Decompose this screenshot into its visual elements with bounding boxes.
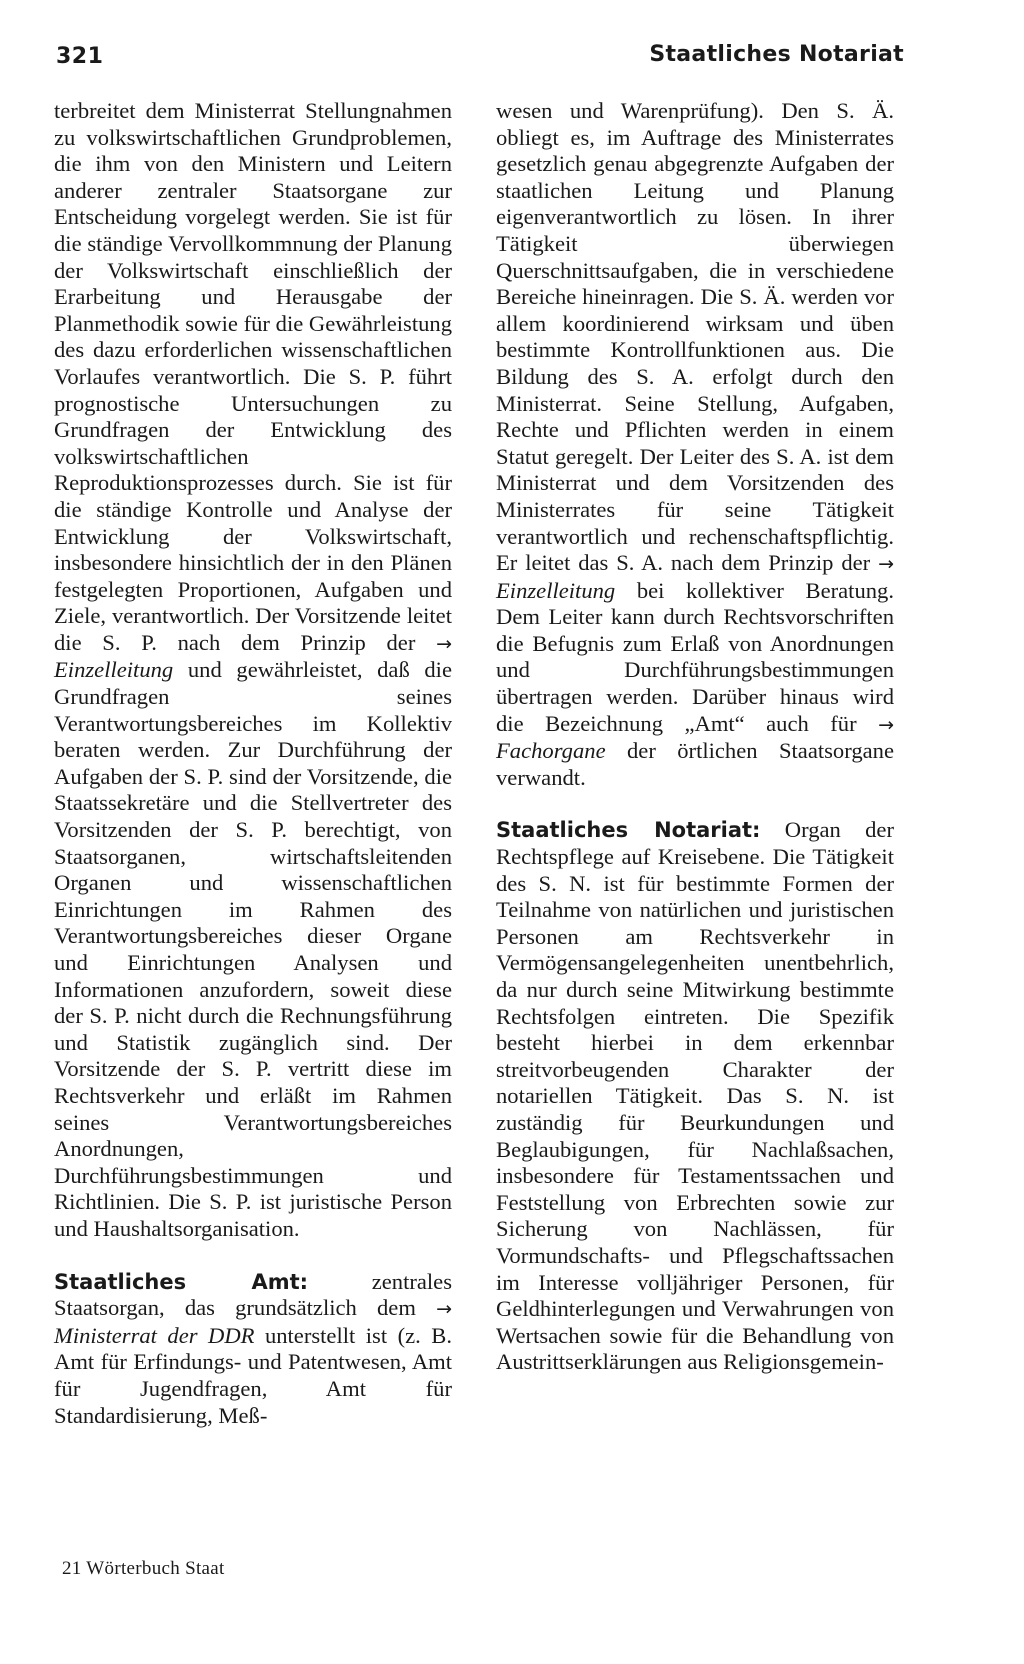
left-column [54, 98, 452, 1429]
paragraph-text: der örtlichen Staatsorgane verwandt. [496, 738, 894, 790]
entry-headword: Staatliches Amt: [54, 1269, 309, 1294]
entry-definition: zentrales Staatsorgan, das grundsätzlich dem [54, 1268, 452, 1321]
running-head: Staatliches Notariat [649, 42, 904, 67]
entry-staatliches-amt [54, 1269, 452, 1430]
cross-reference-arrow-icon: → [878, 713, 894, 736]
paragraph-text: wesen und Warenprüfung). Den S. Ä. obliegt es, im Auftrage des Ministerrates gesetzlich genau abgegrenzte Aufgaben der staatlichen Leitung und Planung eigenverantwortlich zu lösen. In ihrer Tätigkeit überwiegen Querschnittsaufgaben, die in verschiedene Bereiche hineinragen. Die S. Ä. werden vor allem koordinierend wirksam und üben bestimmte Kontrollfunktionen aus. Die Bildung des S. A. erfolgt durch den Ministerrat. Seine Stellung, Aufgaben, Rechte und Pflichten werden in einem Statut geregelt. Der Leiter des S. A. ist dem Ministerrat und dem Vorsitzenden des Ministerrates für seine Tätigkeit verantwortlich und rechenschaftspflichtig. Er leitet das S. A. nach dem Prinzip der [496, 98, 894, 576]
entry-continuation-paragraph [496, 98, 894, 791]
entry-definition: unterstellt ist (z. B. Amt für Erfindungs- und Patentwesen, Amt für Jugendfragen, Amt für Standardisierung, Meß- [54, 1322, 452, 1428]
page-number: 321 [56, 44, 104, 69]
paragraph-text: bei kollektiver Beratung. Dem Leiter kann durch Rechtsvorschriften die Befugnis zum Erlaß von Anordnungen und Durchführungsbestimmungen übertragen werden. Darüber hinaus wird die Bezeichnung „Amt“ auch für [496, 577, 894, 736]
paragraph-text: terbreitet dem Ministerrat Stellungnahmen zu volkswirtschaftlichen Grundproblemen, die ihm von den Ministern und Leitern anderer zentraler Staatsorgane zur Entscheidung vorgelegt werden. Sie ist für die ständige Vervollkommnung der Planung der Volkswirtschaft einschließlich der Erarbeitung und Herausgabe der Planmethodik sowie für die Gewährleistung des dazu erforderlichen wissenschaftlichen Vorlaufes verantwortlich. Die S. P. führt prognostische Untersuchungen zu Grundfragen der Entwicklung des volkswirtschaftlichen Reproduktionsprozesses durch. Sie ist für die ständige Kontrolle und Analyse der Entwicklung der Volkswirtschaft, insbesondere hinsichtlich der in den Plänen festgelegten Proportionen, Aufgaben und Ziele, verantwortlich. Der Vorsitzende leitet die S. P. nach dem Prinzip der [54, 98, 452, 655]
cross-reference-term: Einzelleitung [54, 657, 174, 683]
entry-definition: Organ der Rechtspflege auf Kreisebene. Die Tätigkeit des S. N. ist für bestimmte Formen der Teilnahme von natürlichen und juristischen Personen am Rechtsverkehr in Vermögensangelegenheiten unentbehrlich, da nur durch seine Mitwirkung bestimmte Rechtsfolgen eintreten. Die Spezifik besteht hierbei in dem erkennbar streitvorbeugenden Charakter der notariellen Tätigkeit. Das S. N. ist zuständig für Beurkundungen und Beglaubigungen, für Nachlaßsachen, insbesondere für Testamentssachen und Feststellung von Erbrechten sowie zur Sicherung von Nachlässen, für Vormundschafts- und Pflegschaftssachen im Interesse volljähriger Personen, für Geldhinterlegungen und Verwahrungen von Wertsachen sowie für die Behandlung von Austrittserklärungen aus Religionsgemein- [496, 817, 894, 1375]
entry-staatliches-notariat [496, 817, 894, 1375]
cross-reference-arrow-icon: → [878, 553, 894, 576]
entry-headword: Staatliches Notariat: [496, 818, 761, 843]
cross-reference-term: Einzelleitung [496, 577, 616, 603]
cross-reference-arrow-icon: → [436, 1298, 452, 1321]
paragraph-text: und gewährleistet, daß die Grundfragen seines Verantwortungsbereiches im Kollektiv beraten werden. Zur Durchführung der Aufgaben der S. P. sind der Vorsitzende, die Staatssekretäre und die Stellvertreter des Vorsitzenden der S. P. berechtigt, von Staatsorganen, wirtschaftsleitenden Organen und wissenschaftlichen Einrichtungen im Rahmen des Verantwortungsbereiches dieser Organe und Einrichtungen Analysen und Informationen anzufordern, soweit diese der S. P. nicht durch die Rechnungsführung und Statistik zugänglich sind. Der Vorsitzende der S. P. vertritt diese im Rechtsverkehr und erläßt im Rahmen seines Verantwortungsbereiches Anordnungen, Durchführungsbestimmungen und Richtlinien. Die S. P. ist juristische Person und Haushaltsorganisation. [54, 657, 452, 1241]
footer-signature: 21 Wörterbuch Staat [62, 1558, 225, 1579]
right-column [496, 98, 894, 1376]
entry-continuation-paragraph [54, 98, 452, 1243]
cross-reference-term: Fachorgane [496, 738, 606, 764]
cross-reference-term: Ministerrat der DDR [54, 1322, 255, 1348]
cross-reference-arrow-icon: → [436, 632, 452, 655]
